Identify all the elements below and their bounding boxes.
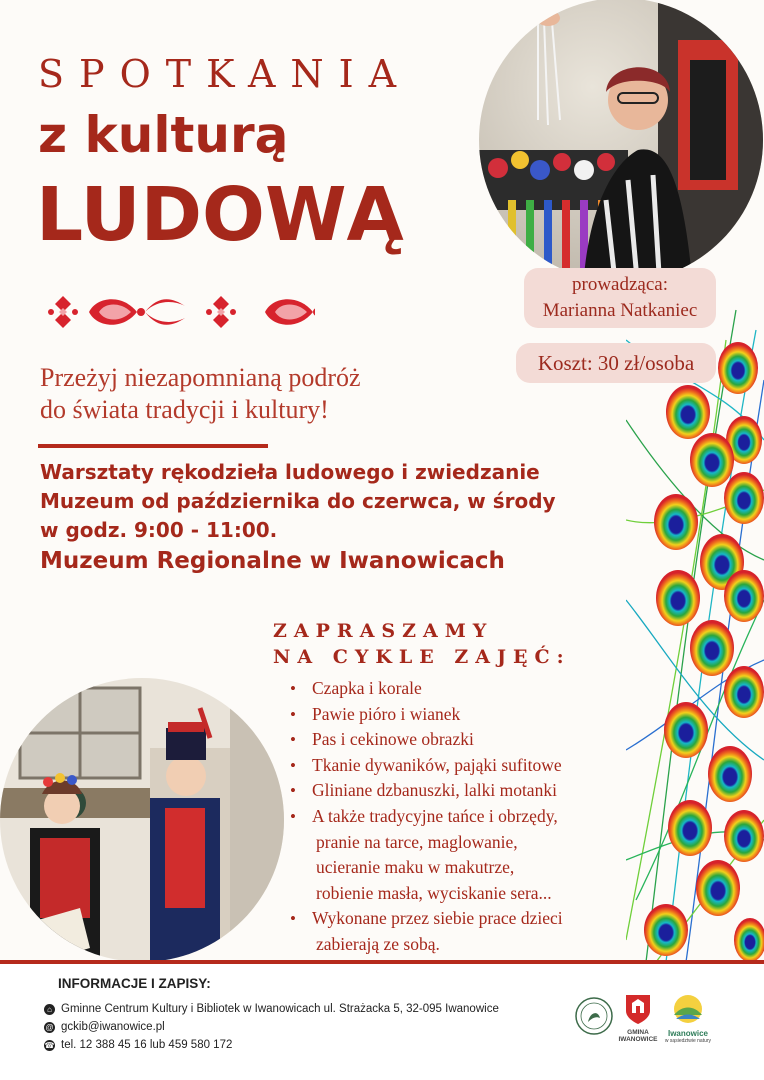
gmina-label-2: IWANOWICE [618,1036,658,1043]
phone-text: tel. 12 388 45 16 lub 459 580 172 [61,1039,233,1051]
bullet-icon: • [290,704,296,724]
footer-phone [44,1039,232,1051]
details-line-1: Warsztaty rękodzieła ludowego i zwiedzanie [40,460,540,484]
footer-title: INFORMACJE I ZAPISY: [58,976,211,991]
class-list [290,676,620,958]
workshop-details [40,458,556,545]
tagline-line-1: Przeżyj niezapomnianą podróż [40,363,361,392]
class-item-text: A także tradycyjne tańce i obrzędy, [312,805,558,826]
bullet-icon: • [290,909,296,929]
coat-of-arms-icon [618,993,658,1025]
class-item [290,906,620,957]
tagline-line-2: do świata tradycji i kultury! [40,395,329,424]
gmina-label-1: GMINA [627,1029,649,1036]
folk-ornament [45,286,315,338]
class-item-text: zabierają ze sobą. [316,933,440,954]
details-line-2: Muzeum od października do czerwca, w środy [40,489,556,513]
bullet-icon: • [290,781,296,801]
divider [38,444,268,448]
footer-address [44,1003,499,1015]
host-photo [478,0,764,290]
footer-divider [0,960,764,964]
host-badge [524,268,716,328]
gckib-logo [574,996,614,1036]
cost-badge: Koszt: 30 zł/osoba [516,343,716,383]
bullet-icon: • [290,806,296,826]
iwanowice-sub: w sąsiedztwie natury [664,1038,712,1044]
class-item [290,702,620,728]
class-item [290,778,620,804]
class-item-text: Pawie pióro i wianek [312,703,461,724]
class-item-text: ucieranie maku w makutrze, [316,857,515,878]
address-text: Gminne Centrum Kultury i Bibliotek w Iwanowicach ul. Strażacka 5, 32-095 Iwanowice [61,1003,499,1015]
children-photo [0,678,284,968]
venue: Muzeum Regionalne w Iwanowicach [40,548,505,574]
title-z-kultura: z kulturą [38,106,289,164]
class-item-text: Pas i cekinowe obrazki [312,729,474,750]
bullet-icon: • [290,755,296,775]
home-icon: ⌂ [44,1004,55,1015]
class-item [290,727,620,753]
host-name: Marianna Natkaniec [542,300,698,321]
title-spotkania: SPOTKANIA [38,52,412,96]
class-item [290,676,620,702]
iwanowice-brand-logo [664,993,712,1044]
host-label: prowadząca: [572,274,668,295]
email-text[interactable]: gckib@iwanowice.pl [61,1021,165,1033]
email-icon: @ [45,1022,54,1032]
landscape-icon [664,993,712,1025]
iwanowice-label: Iwanowice [667,1029,708,1038]
tagline [40,362,361,426]
title-ludowa: LUDOWĄ [36,172,404,258]
class-item-text: Tkanie dywaników, pająki sufitowe [312,754,562,775]
phone-icon: ☎ [44,1040,55,1050]
details-line-3: w godz. 9:00 - 11:00. [40,518,278,542]
invite-line-1: ZAPRASZAMY [273,620,494,642]
invite-line-2: NA CYKLE ZAJĘĆ: [273,646,571,668]
class-item-text: pranie na tarce, maglowanie, [316,831,518,852]
class-item [290,753,620,779]
gmina-iwanowice-logo [618,993,658,1043]
bullet-icon: • [290,679,296,698]
class-item-text: Wykonane przez siebie prace dzieci [312,908,563,929]
footer-email[interactable] [44,1021,165,1033]
class-item-text: Czapka i korale [312,678,422,698]
peacock-feathers [626,300,764,962]
class-item-text: robienie masła, wyciskanie sera... [316,882,552,903]
bullet-icon: • [290,730,296,750]
invite-heading [273,618,571,670]
class-item [290,804,620,906]
class-item-text: Gliniane dzbanuszki, lalki motanki [312,780,557,801]
